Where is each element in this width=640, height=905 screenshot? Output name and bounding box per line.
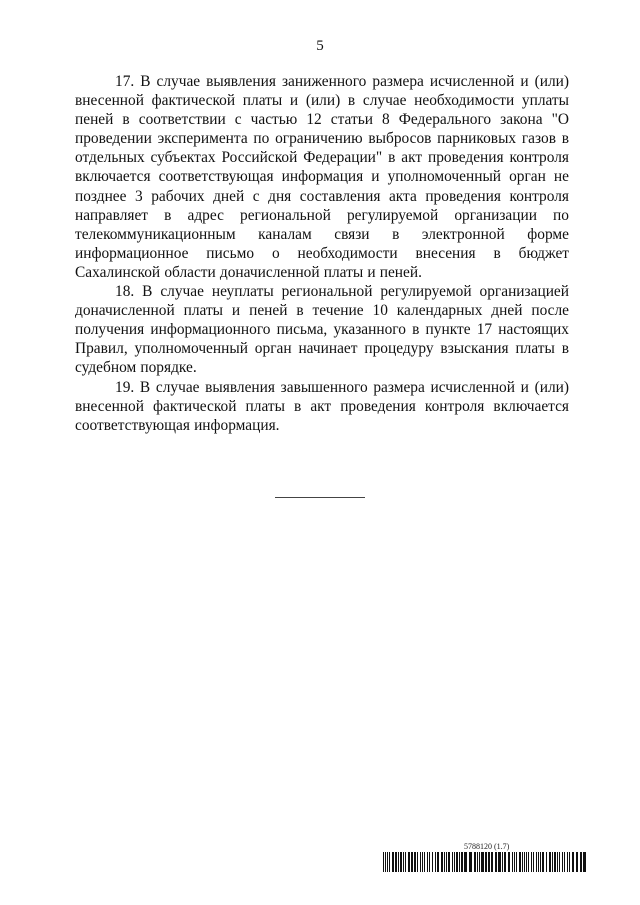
separator-line: [275, 497, 365, 498]
paragraph-17: 17. В случае выявления заниженного размера исчисленной и (или) внесенной фактической платы и (или) в случае необходимости уплаты пеней в соответствии с частью 12 статьи 8 Федерального закона "О проведении эксперимента по ограничению выбросов парниковых газов в отдельных субъектах Российской Федерации" в акт проведения контроля включается соответствующая информация и уполномоченный орган не позднее 3 рабочих дней с дня составления акта проведения контроля направляет в адрес региональной регулируемой организации по телекоммуникационным каналам связи в электронной форме информационное письмо о необходимости внесения в бюджет Сахалинской области доначисленной платы и пеней.: [75, 73, 569, 281]
paragraph-19: 19. В случае выявления завышенного размера исчисленной и (или) внесенной фактической платы в акт проведения контроля включается соответствующая информация.: [75, 378, 569, 434]
page-number: 5: [316, 38, 324, 54]
barcode-icon: [383, 852, 587, 872]
document-body: [75, 72, 569, 435]
paragraph-18: 18. В случае неуплаты региональной регулируемой организацией доначисленной платы и пеней в течение 10 календарных дней после получения информационного письма, указанного в пункте 17 настоящих Правил, уполномоченный орган начинает процедуру взыскания платы в судебном порядке.: [75, 283, 569, 377]
document-code: 5788120 (1.7): [464, 842, 510, 851]
